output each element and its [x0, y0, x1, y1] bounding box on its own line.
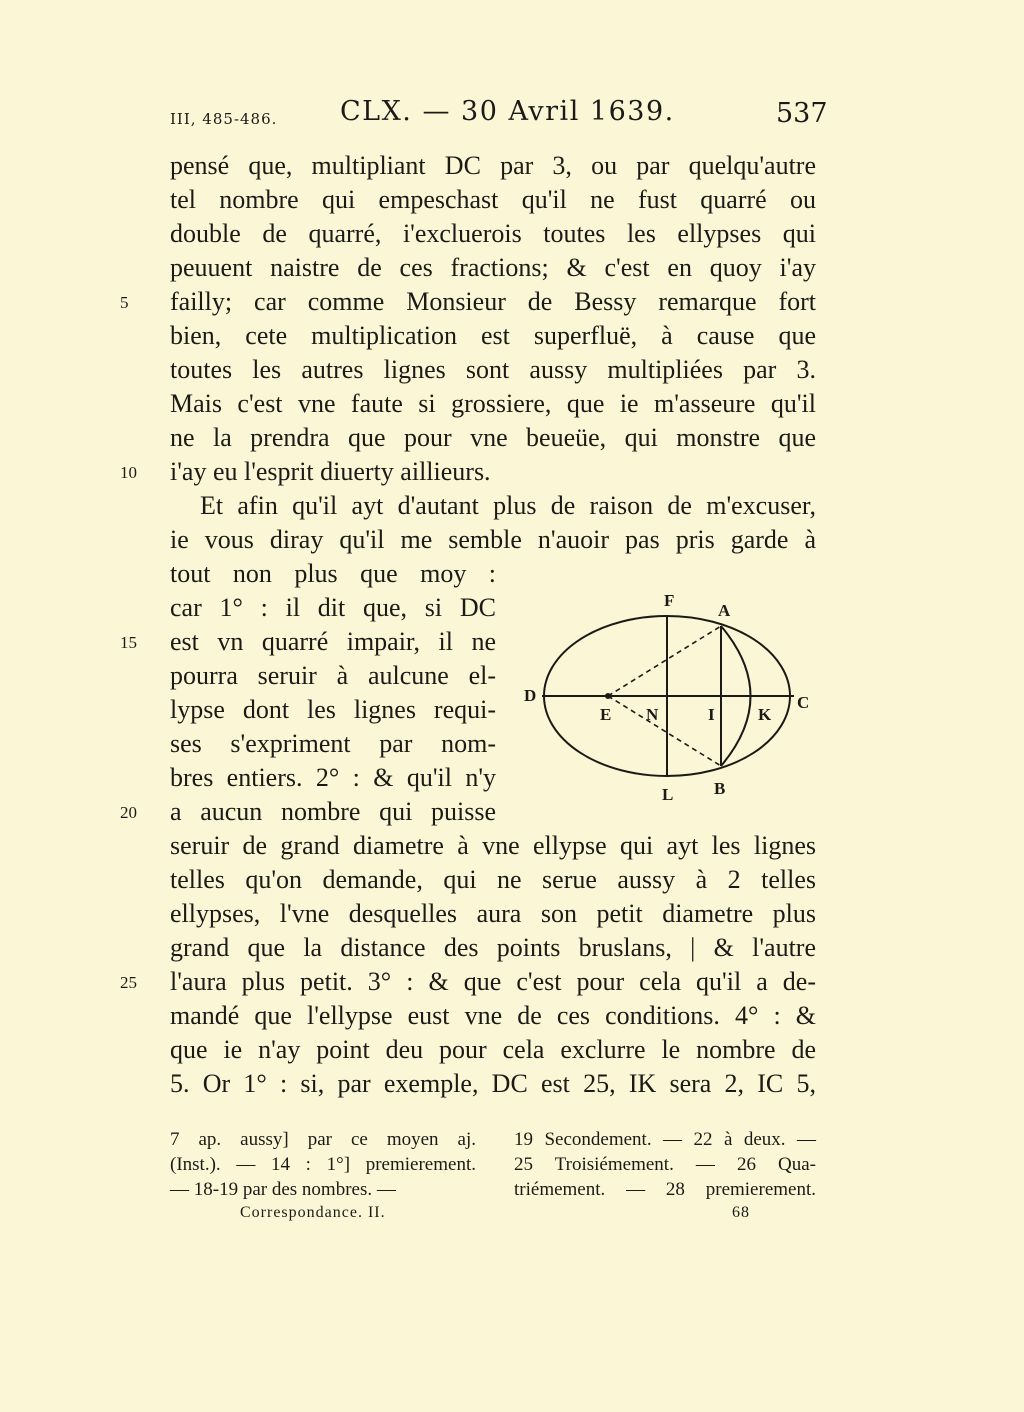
signature-number: 68 — [732, 1204, 750, 1221]
text-line: tel nombre qui empeschast qu'il ne fust quarré ou — [170, 185, 816, 214]
text-line: bien, cete multiplication est superfluë, à cause que — [170, 321, 816, 350]
text-line: bres entiers. 2° : & qu'il n'y — [170, 763, 496, 792]
text-line: peuuent naistre de ces fractions; & c'est en quoy i'ay — [170, 253, 816, 282]
footnote-line: 19 Secondement. — 22 à deux. — — [514, 1129, 816, 1150]
line-number: 20 — [120, 803, 137, 822]
ellipse-diagram — [518, 584, 818, 810]
label-c: C — [797, 693, 810, 712]
text-line: pensé que, multipliant DC par 3, ou par quelqu'autre — [170, 151, 816, 180]
footnote-line: triémement. — 28 premierement. — [514, 1179, 816, 1200]
text-line: i'ay eu l'esprit diuerty aillieurs. — [170, 457, 491, 486]
text-line: l'aura plus petit. 3° : & que c'est pour cela qu'il a de- — [170, 967, 816, 996]
footnote-line: — 18-19 par des nombres. — — [170, 1179, 396, 1200]
ellipse-figure — [518, 584, 818, 810]
volume-reference: III, 485-486. — [170, 110, 278, 128]
page-number: 537 — [776, 98, 828, 129]
footnote-line: 25 Troisiémement. — 26 Qua- — [514, 1154, 816, 1175]
text-line: double de quarré, i'excluerois toutes les ellypses qui — [170, 219, 816, 248]
label-d: D — [524, 686, 537, 705]
label-b: B — [714, 779, 726, 798]
text-line: Mais c'est vne faute si grossiere, que ie m'asseure qu'il — [170, 389, 816, 418]
label-k: K — [758, 705, 772, 724]
text-line: tout non plus que moy : — [170, 559, 496, 588]
text-line: grand que la distance des points bruslans, | & l'autre — [170, 933, 816, 962]
line-number: 15 — [120, 633, 137, 652]
running-head — [0, 96, 1024, 136]
footnote-line: 7 ap. aussy] par ce moyen aj. — [170, 1129, 476, 1150]
line-number: 5 — [120, 293, 129, 312]
dashed-line-ea — [608, 626, 721, 696]
label-i: I — [708, 705, 715, 724]
label-a: A — [718, 601, 731, 620]
label-e: E — [600, 705, 612, 724]
label-f: F — [664, 591, 675, 610]
text-line: ellypses, l'vne desquelles aura son petit diametre plus — [170, 899, 816, 928]
text-line: ses s'expriment par nom- — [170, 729, 496, 758]
text-line: a aucun nombre qui puisse — [170, 797, 496, 826]
line-number: 25 — [120, 973, 137, 992]
text-line: mandé que l'ellypse eust vne de ces conditions. 4° : & — [170, 1001, 816, 1030]
text-line: car 1° : il dit que, si DC — [170, 593, 496, 622]
line-number: 10 — [120, 463, 137, 482]
dashed-line-nb — [608, 696, 721, 766]
signature-mark: Correspondance. II. — [240, 1204, 386, 1221]
text-line: ne la prendra que pour vne beueüe, qui monstre que — [170, 423, 816, 452]
text-line: Et afin qu'il ayt d'autant plus de raison de m'excuser, — [200, 491, 816, 520]
label-n: N — [646, 705, 659, 724]
text-line: pourra seruir à aulcune el- — [170, 661, 496, 690]
letter-heading: CLX. — 30 Avril 1639. — [340, 96, 675, 127]
text-line: toutes les autres lignes sont aussy multipliées par 3. — [170, 355, 816, 384]
footnote-line: (Inst.). — 14 : 1°] premierement. — [170, 1154, 476, 1175]
text-line: seruir de grand diametre à vne ellypse qui ayt les lignes — [170, 831, 816, 860]
text-line: telles qu'on demande, qui ne serue aussy à 2 telles — [170, 865, 816, 894]
text-line: 5. Or 1° : si, par exemple, DC est 25, IK sera 2, IC 5, — [170, 1069, 816, 1098]
text-line: est vn quarré impair, il ne — [170, 627, 496, 656]
text-line: ie vous diray qu'il me semble n'auoir pas pris garde à — [170, 525, 816, 554]
point-e — [605, 693, 611, 699]
label-l: L — [662, 785, 674, 804]
text-line: failly; car comme Monsieur de Bessy remarque fort — [170, 287, 816, 316]
text-line: lypse dont les lignes requi- — [170, 695, 496, 724]
text-line: que ie n'ay point deu pour cela exclurre le nombre de — [170, 1035, 816, 1064]
